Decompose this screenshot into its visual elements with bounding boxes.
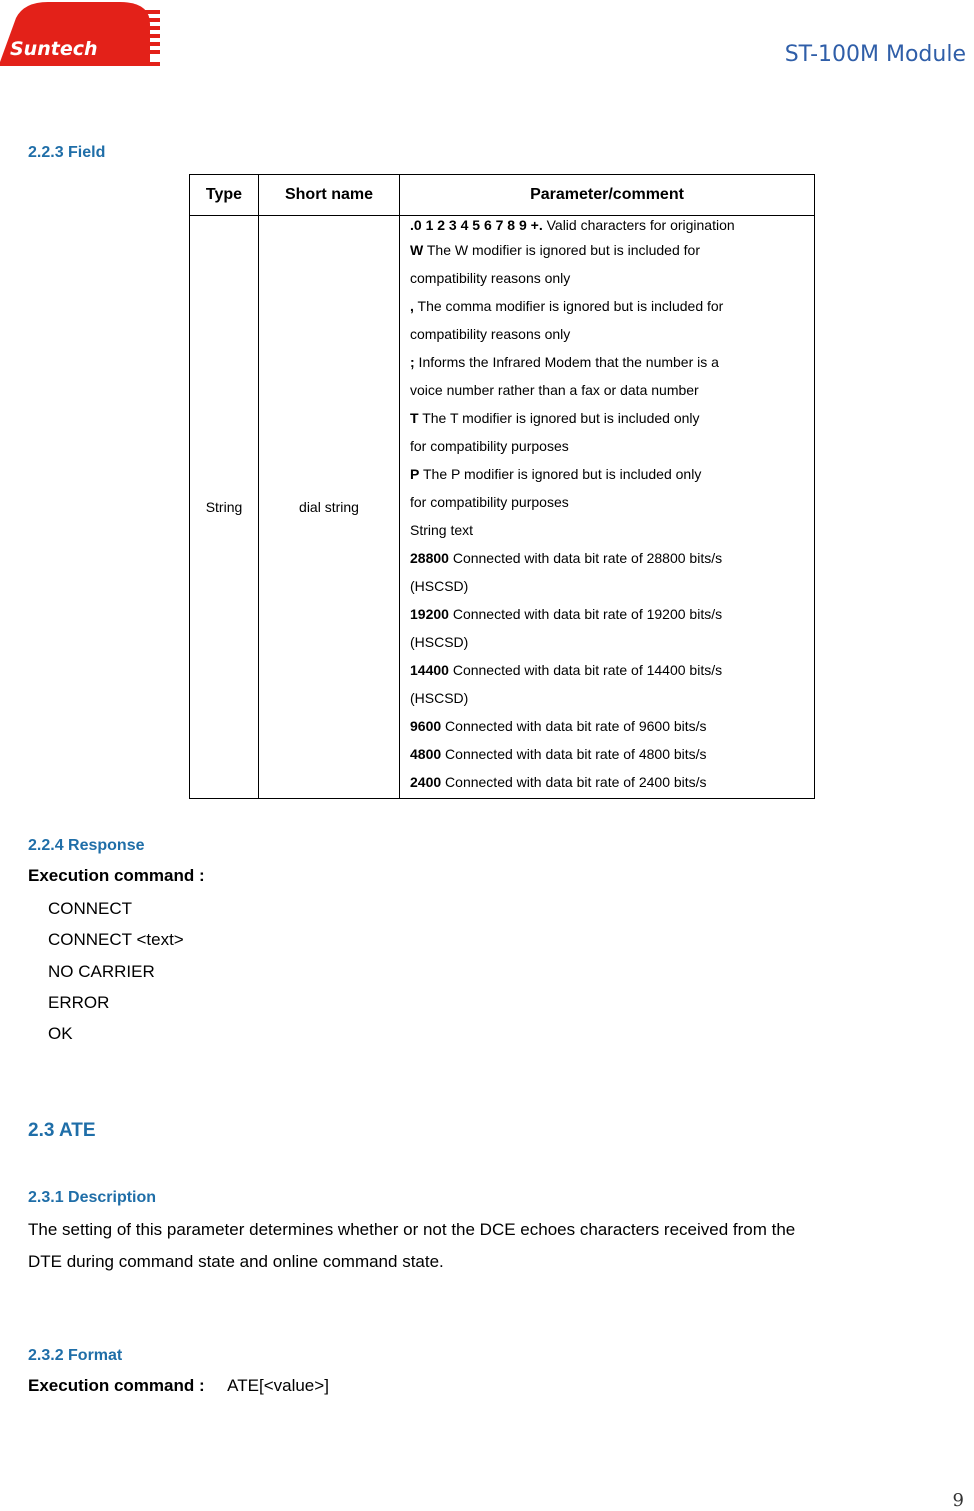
response-line: NO CARRIER	[48, 962, 155, 981]
parameter-line	[410, 600, 806, 628]
parameter-line	[410, 404, 806, 432]
col-type: Type	[190, 175, 259, 216]
parameter-text: (HSCSD)	[410, 578, 469, 594]
parameter-line	[410, 348, 806, 376]
parameter-text: Connected with data bit rate of 19200 bits/s	[448, 606, 723, 622]
parameter-text: Connected with data bit rate of 9600 bits/s	[441, 718, 707, 734]
parameter-text: The W modifier is ignored but is included for	[423, 242, 700, 258]
format-exec-line	[28, 1376, 329, 1396]
parameter-line	[410, 768, 806, 796]
parameter-text: Connected with data bit rate of 4800 bits/s	[441, 746, 707, 762]
parameter-code: W	[410, 242, 424, 258]
parameter-text: compatibility reasons only	[410, 270, 571, 286]
cell-short-name: dial string	[259, 216, 400, 799]
parameter-line	[410, 488, 806, 516]
col-parameter: Parameter/comment	[400, 175, 815, 216]
col-short-name: Short name	[259, 175, 400, 216]
parameter-line	[410, 432, 806, 460]
parameter-line	[410, 376, 806, 404]
response-line: CONNECT	[48, 899, 133, 918]
response-line: CONNECT <text>	[48, 930, 184, 949]
parameter-line	[410, 740, 806, 768]
table-header-row	[190, 175, 815, 216]
response-exec-label: Execution command :	[28, 866, 205, 885]
parameter-code: 9600	[410, 718, 442, 734]
parameter-text: compatibility reasons only	[410, 326, 571, 342]
parameter-text: for compatibility purposes	[410, 438, 569, 454]
parameter-code: ;	[410, 354, 415, 370]
parameter-line	[410, 544, 806, 572]
parameter-text: voice number rather than a fax or data number	[410, 382, 699, 398]
parameter-code: 4800	[410, 746, 442, 762]
document-title: ST-100M Module	[784, 42, 966, 67]
logo-text: Suntech	[10, 38, 98, 60]
parameter-text: String text	[410, 522, 474, 538]
ate-heading: 2.3 ATE	[28, 1120, 96, 1141]
parameter-text: The T modifier is ignored but is included only	[418, 410, 700, 426]
parameter-line	[410, 712, 806, 740]
parameter-text: for compatibility purposes	[410, 494, 569, 510]
parameter-text: Valid characters for origination	[542, 217, 735, 233]
parameter-line	[410, 684, 806, 712]
suntech-logo	[0, 0, 165, 68]
parameter-text: Connected with data bit rate of 14400 bits/s	[448, 662, 723, 678]
parameter-code: 28800	[410, 550, 449, 566]
description-heading: 2.3.1 Description	[28, 1189, 157, 1206]
description-line-2: DTE during command state and online command state.	[28, 1252, 444, 1271]
response-heading: 2.2.4 Response	[28, 837, 145, 854]
page-number: 9	[952, 1490, 964, 1511]
parameter-code: 2400	[410, 774, 442, 790]
parameter-text: Connected with data bit rate of 28800 bits/s	[448, 550, 723, 566]
parameter-text: Connected with data bit rate of 2400 bits/s	[441, 774, 707, 790]
cell-type: String	[190, 216, 259, 799]
parameter-code: T	[410, 410, 419, 426]
parameter-line	[410, 236, 806, 264]
cell-parameters	[400, 216, 815, 799]
parameter-line	[410, 628, 806, 656]
parameter-line	[410, 292, 806, 320]
response-line: OK	[48, 1024, 73, 1043]
parameter-text: Informs the Infrared Modem that the number is a	[414, 354, 719, 370]
parameter-code: P	[410, 466, 420, 482]
parameter-line	[410, 216, 806, 236]
table-row	[190, 216, 815, 799]
format-heading: 2.3.2 Format	[28, 1347, 123, 1364]
parameter-line	[410, 656, 806, 684]
parameter-line	[410, 460, 806, 488]
description-line-1: The setting of this parameter determines whether or not the DCE echoes characters received from the	[28, 1220, 796, 1239]
format-exec-value: ATE[<value>]	[227, 1376, 329, 1395]
parameter-text: (HSCSD)	[410, 690, 469, 706]
field-heading: 2.2.3 Field	[28, 144, 106, 161]
parameter-code: .0 1 2 3 4 5 6 7 8 9 +.	[410, 217, 543, 233]
parameter-text: The P modifier is ignored but is included only	[419, 466, 702, 482]
parameter-line	[410, 572, 806, 600]
parameter-text: (HSCSD)	[410, 634, 469, 650]
response-line: ERROR	[48, 993, 110, 1012]
parameter-code: 14400	[410, 662, 449, 678]
parameter-list	[410, 216, 806, 796]
parameter-text: The comma modifier is ignored but is included for	[413, 298, 724, 314]
field-table	[189, 174, 815, 799]
parameter-code: 19200	[410, 606, 449, 622]
parameter-code: ,	[410, 298, 414, 314]
format-exec-label: Execution command :	[28, 1376, 205, 1395]
parameter-line	[410, 516, 806, 544]
parameter-line	[410, 320, 806, 348]
parameter-line	[410, 264, 806, 292]
